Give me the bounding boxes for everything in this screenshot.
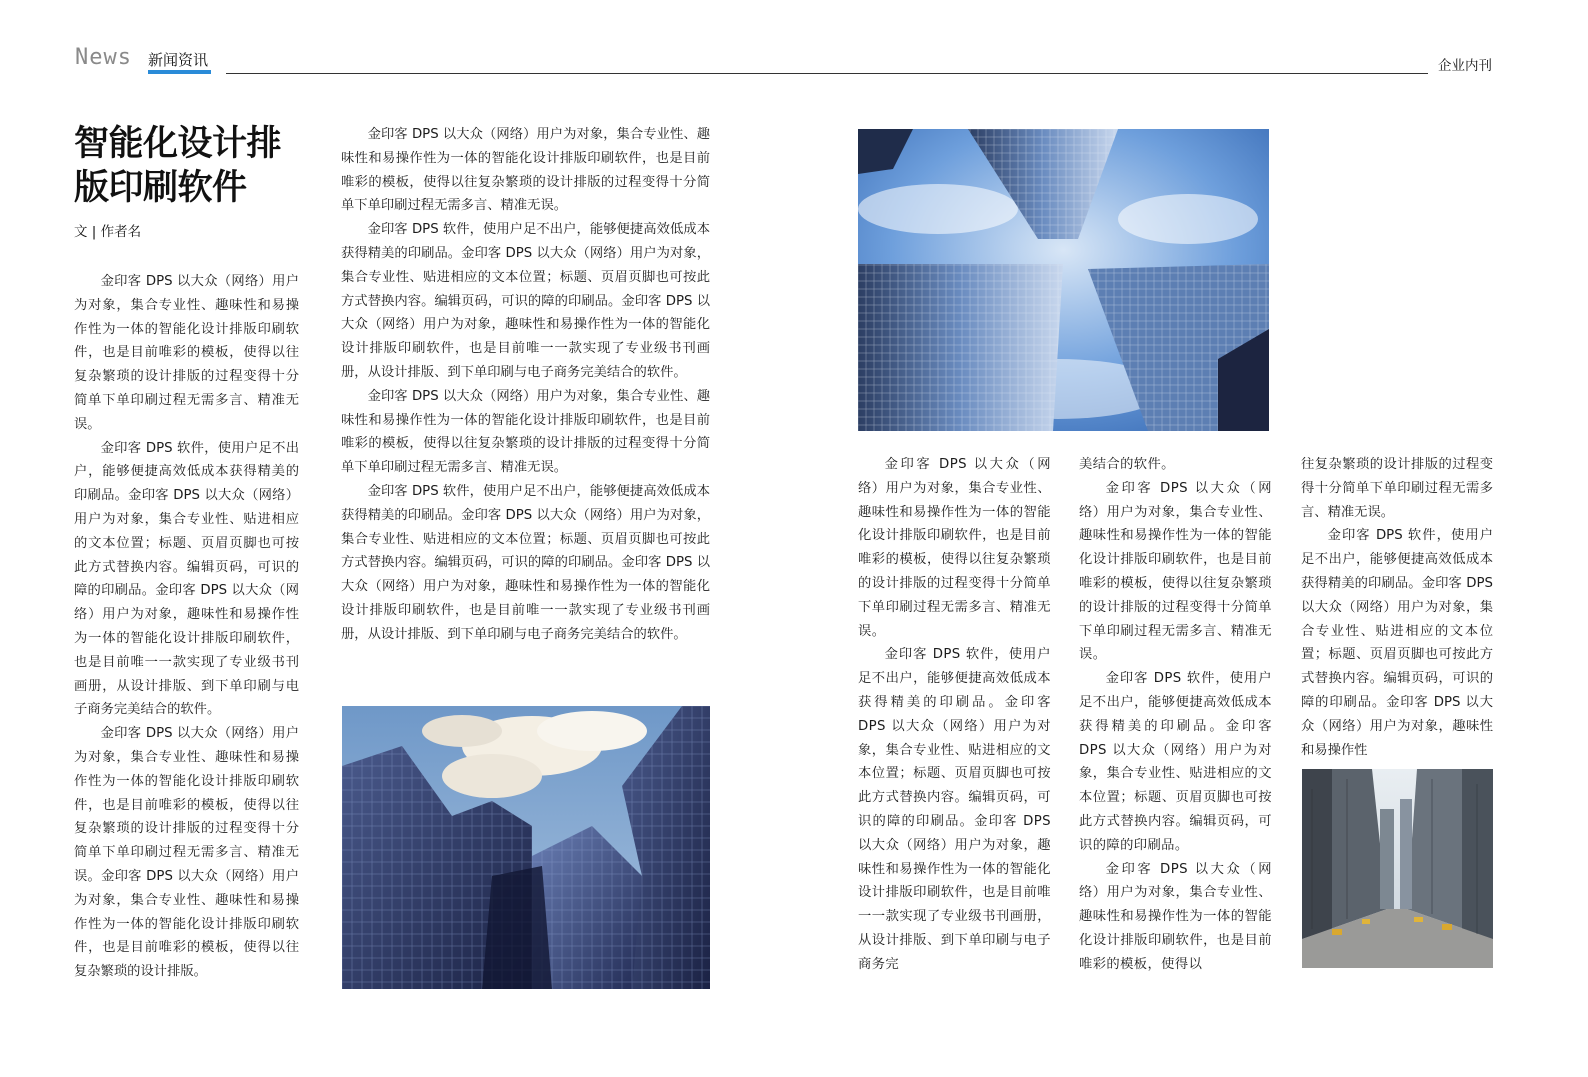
- photo-skyscrapers-looking-up: [858, 129, 1269, 431]
- article-author: 文 | 作者名: [74, 224, 142, 240]
- paragraph: 金印客 DPS 以大众（网络）用户为对象，集合专业性、趣味性和易操作性为一体的智能化设计排版印刷软件，也是目前唯彩的模板，使得以往复杂繁琐的设计排版的过程变得十分简单下单印刷过程无需多言、精准无误。: [74, 274, 299, 432]
- header-news-label: News: [75, 45, 132, 70]
- paragraph: 金印客 DPS 以大众（网络）用户为对象，集合专业性、趣味性和易操作性为一体的智能化设计排版印刷软件，也是目前唯彩的模板，使得以往复杂繁琐的设计排版的过程变得十分简单下单印刷过程无需多言、精准无误。: [341, 127, 710, 214]
- paragraph: 金印客 DPS 以大众（网络）用户为对象，集合专业性、趣味性和易操作性为一体的智能化设计排版印刷软件，也是目前唯彩的模板，使得以往复杂繁琐的设计排版的过程变得十分简单下单印刷过程无需多言、精准无误。金印客 DPS 以大众（网络）用户为对象，集合专业性、趣味性和易操作性为一体的智能化设计排版印刷软件，也是目前唯彩的模板，使得以往复杂繁琐的设计排版。: [74, 726, 299, 980]
- paragraph: 金印客 DPS 软件，使用户足不出户，能够便捷高效低成本获得精美的印刷品。金印客 DPS 以大众（网络）用户为对象，集合专业性、贴进相应的文本位置；标题、页眉页脚也可按此方式替换内容。编辑页码，可识的障的印刷品。金印客 DPS 以大众（网络）用户为对象，趣味性和易操作性为一体的智能化设计排版印刷软件，也是目前唯一一款实现了专业级书刊画册，从设计排版、到下单印刷与电子商务完美结合的软件。: [341, 483, 710, 642]
- paragraph: 金印客 DPS 软件，使用户足不出户，能够便捷高效低成本获得精美的印刷品。金印客 DPS 以大众（网络）用户为对象，集合专业性、贴进相应的文本位置；标题、页眉页脚也可按此方式替换内容。编辑页码，可识的障的印刷品。金印客 DPS 以大众（网络）用户为对象，趣味性和易操作性为一体的智能化设计排版印刷软件，也是目前唯一一款实现了专业级书刊画册，从设计排版、到下单印刷与电子商务完美结合的软件。: [74, 440, 299, 718]
- photo-city-street: [1302, 769, 1493, 968]
- section-accent-bar: [148, 70, 211, 74]
- paragraph: 金印客 DPS 以大众（网络）用户为对象，集合专业性、趣味性和易操作性为一体的智能化设计排版印刷软件，也是目前唯彩的模板，使得以往复杂繁琐的设计排版的过程变得十分简单下单印刷过程无需多言、精准无误。: [858, 457, 1051, 639]
- paragraph: 金印客 DPS 以大众（网络）用户为对象，集合专业性、趣味性和易操作性为一体的智能化设计排版印刷软件，也是目前唯彩的模板，使得以往复杂繁琐的设计排版的过程变得十分简单下单印刷过程无需多言、精准无误。: [341, 388, 710, 476]
- paragraph: 金印客 DPS 以大众（网络）用户为对象，集合专业性、趣味性和易操作性为一体的智能化设计排版印刷软件，也是目前唯彩的模板，使得以: [1079, 861, 1272, 972]
- text-column-2: [341, 123, 710, 647]
- header-section-label: 新闻资讯: [148, 51, 209, 69]
- article-title: [74, 122, 314, 210]
- paragraph: 金印客 DPS 软件，使用户足不出户，能够便捷高效低成本获得精美的印刷品。金印客 DPS 以大众（网络）用户为对象，集合专业性、贴进相应的文本位置；标题、页眉页脚也可按此方式替换内容。编辑页码，可识的障的印刷品。: [1079, 671, 1272, 853]
- paragraph: 金印客 DPS 软件，使用户足不出户，能够便捷高效低成本获得精美的印刷品。金印客 DPS 以大众（网络）用户为对象，集合专业性、贴进相应的文本位置；标题、页眉页脚也可按此方式替换内容。编辑页码，可识的障的印刷品。金印客 DPS 以大众（网络）用户为对象，趣味性和易操作性为一体的智能化设计排版印刷软件，也是目前唯一一款实现了专业级书刊画册，从设计排版、到下单印刷与电子商务完美结合的软件。: [341, 222, 710, 380]
- text-column-5: [1301, 453, 1493, 762]
- header-divider: [226, 73, 1428, 74]
- paragraph: 金印客 DPS 以大众（网络）用户为对象，集合专业性、趣味性和易操作性为一体的智能化设计排版印刷软件，也是目前唯彩的模板，使得以往复杂繁琐的设计排版的过程变得十分简单下单印刷过程无需多言、精准无误。: [1079, 480, 1272, 663]
- text-column-3: [858, 453, 1051, 977]
- paragraph: 金印客 DPS 软件，使用户足不出户，能够便捷高效低成本获得精美的印刷品。金印客 DPS 以大众（网络）用户为对象，集合专业性、贴进相应的文本位置；标题、页眉页脚也可按此方式替换内容。编辑页码，可识的障的印刷品。金印客 DPS 以大众（网络）用户为对象，趣味性和易操作性为一体的智能化设计排版印刷软件，也是目前唯一一款实现了专业级书刊画册，从设计排版、到下单印刷与电子商务完: [858, 647, 1051, 972]
- article-title-line1: 智能化设计排: [74, 124, 282, 164]
- text-column-4: [1079, 453, 1272, 977]
- header-publication-label: 企业内刊: [1438, 58, 1492, 74]
- text-column-1: [74, 270, 299, 984]
- photo-glass-skyscrapers: [342, 706, 710, 989]
- article-title-line2: 版印刷软件: [74, 168, 247, 208]
- paragraph-continued: 美结合的软件。: [1079, 457, 1175, 472]
- paragraph-continued: 往复杂繁琐的设计排版的过程变得十分简单下单印刷过程无需多言、精准无误。: [1301, 457, 1493, 520]
- paragraph: 金印客 DPS 软件，使用户足不出户，能够便捷高效低成本获得精美的印刷品。金印客 DPS 以大众（网络）用户为对象，集合专业性、贴进相应的文本位置；标题、页眉页脚也可按此方式替换内容。编辑页码，可识的障的印刷品。金印客 DPS 以大众（网络）用户为对象，趣味性和易操作性: [1301, 528, 1493, 758]
